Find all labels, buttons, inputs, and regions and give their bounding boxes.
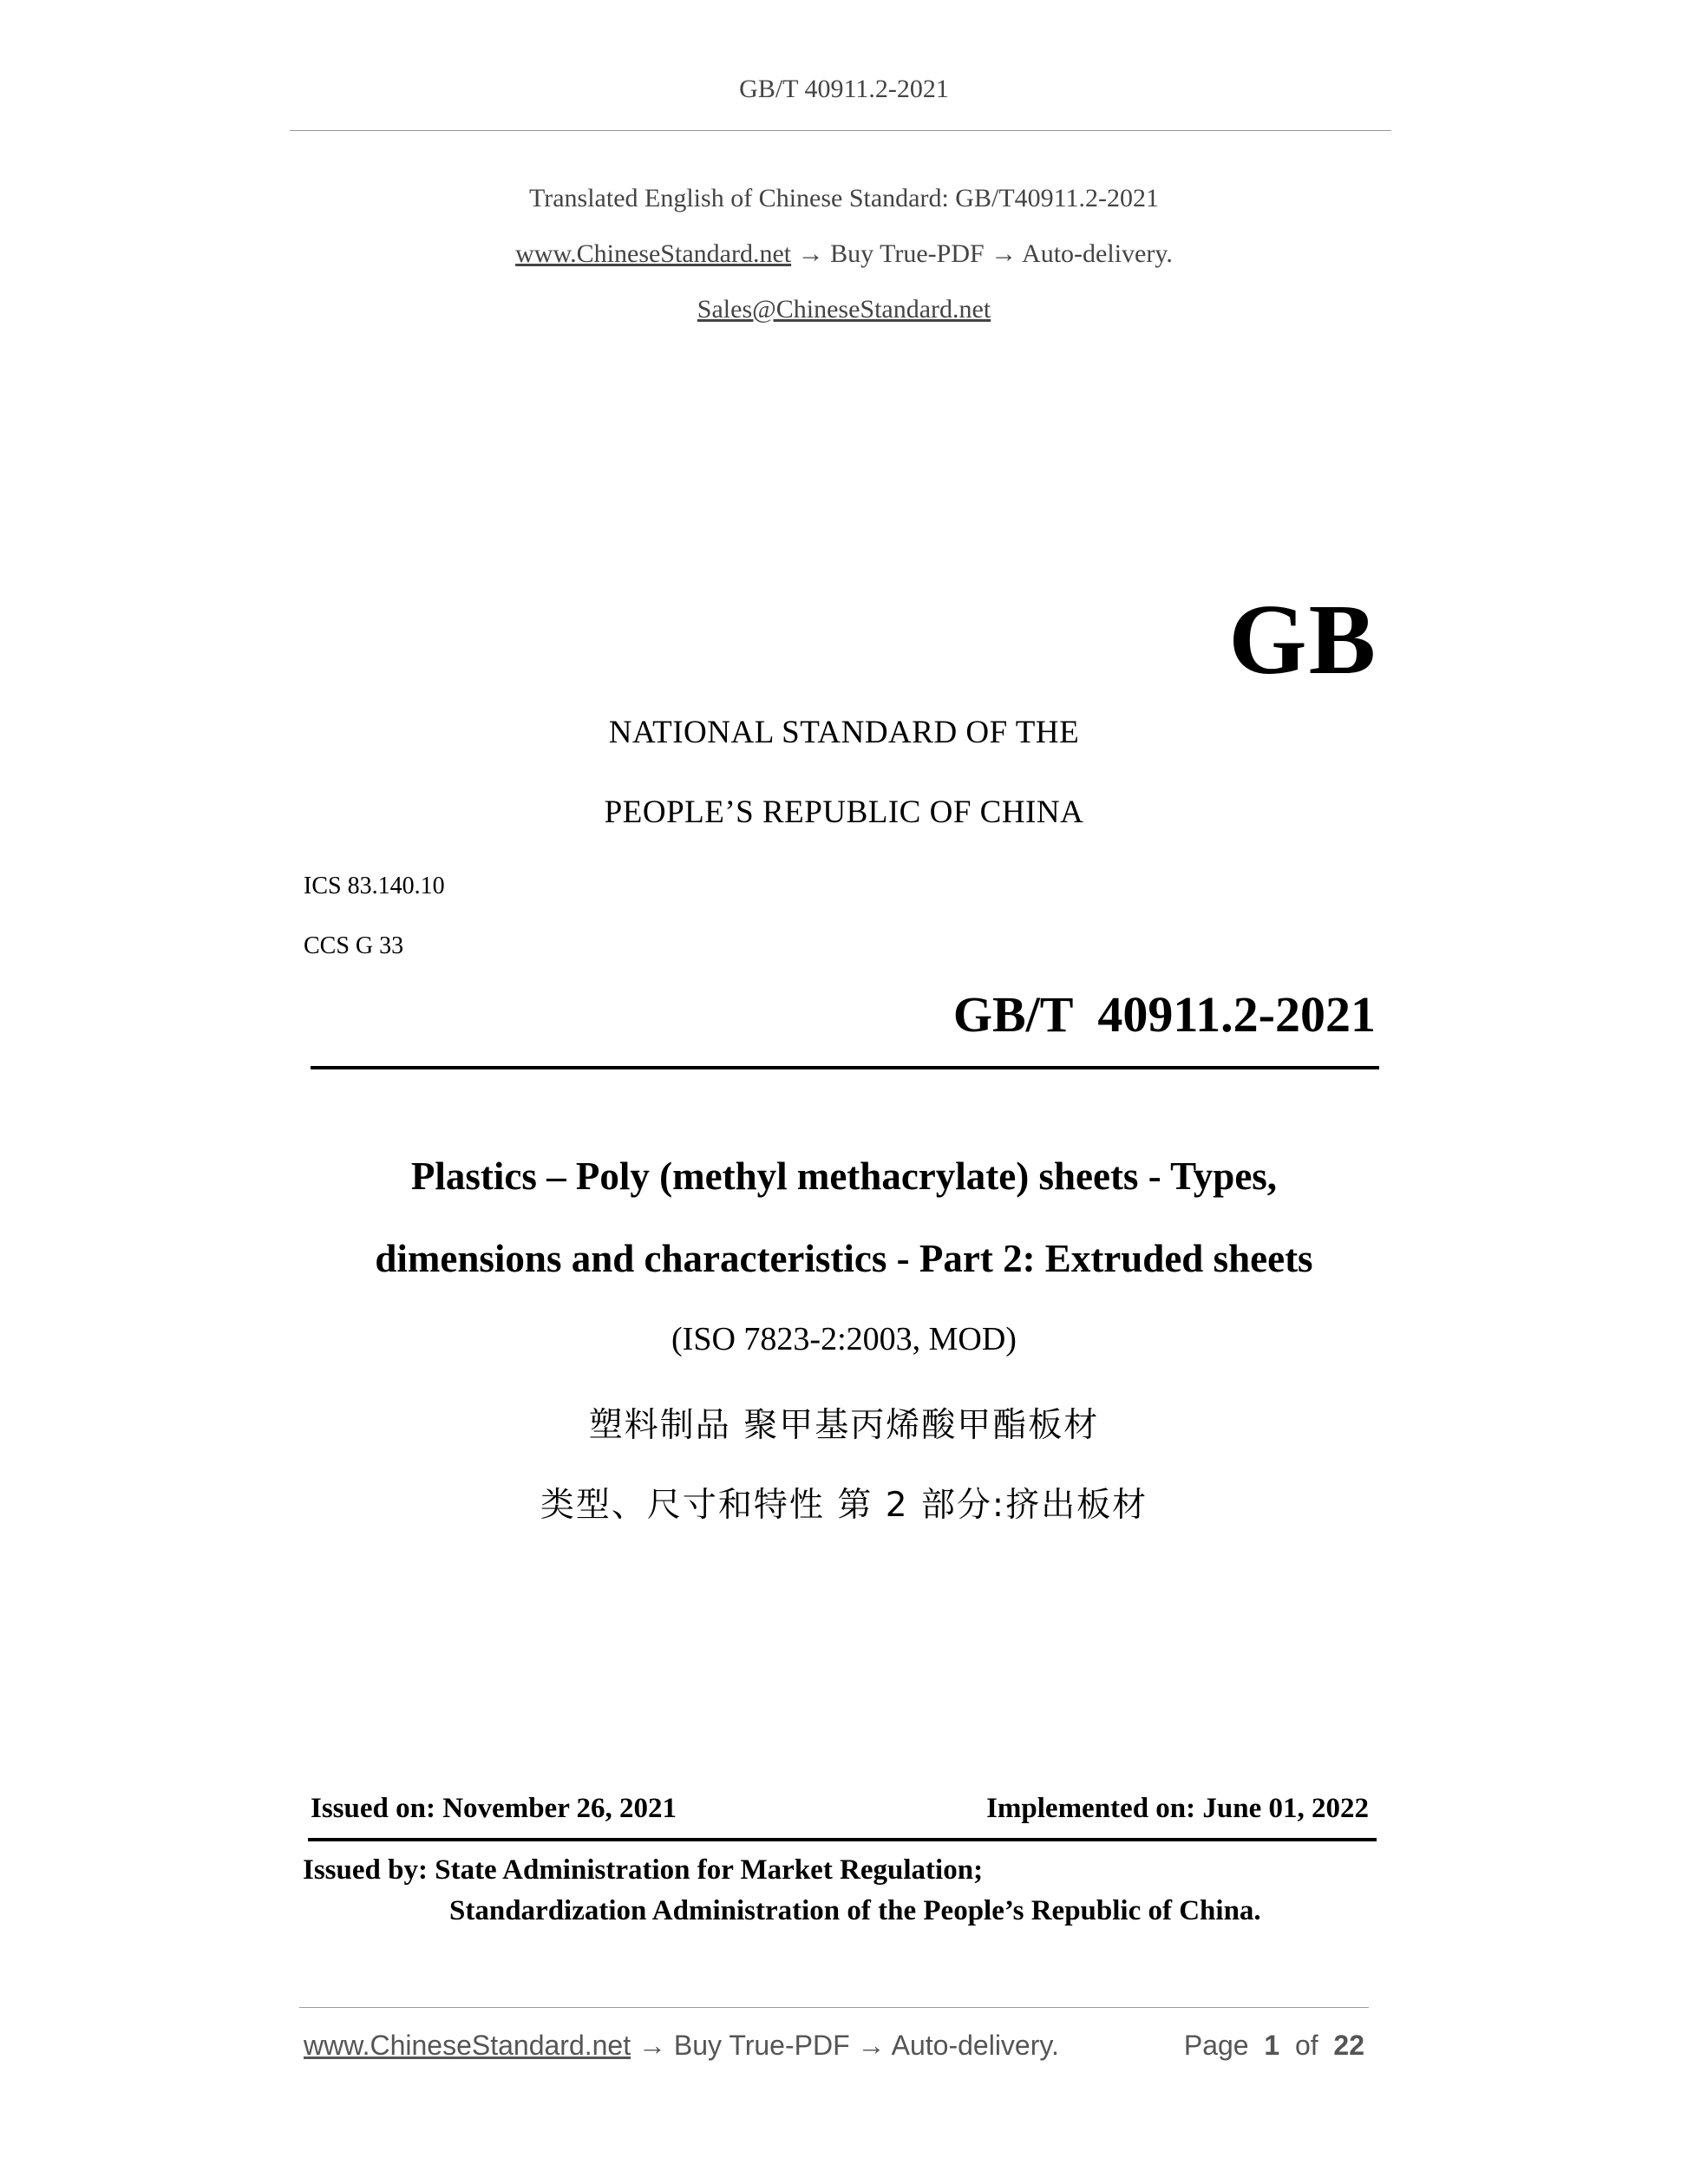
running-header: GB/T 40911.2-2021 (739, 75, 949, 103)
national-standard-line1: NATIONAL STANDARD OF THE (608, 715, 1080, 750)
issue-divider (308, 1838, 1377, 1841)
footer-site-link[interactable]: www.ChineseStandard.net (304, 2030, 631, 2061)
arrow-icon: → (857, 2030, 886, 2061)
of-label: of (1294, 2030, 1318, 2061)
footer-auto-delivery-text: Auto-delivery. (891, 2030, 1059, 2061)
standard-number-rule (311, 1066, 1379, 1069)
page-label: Page (1183, 2030, 1249, 2061)
title-line2: dimensions and characteristics - Part 2: Extruded sheets (375, 1237, 1313, 1280)
footer-buy-text: Buy True-PDF (673, 2030, 850, 2061)
email-link[interactable]: Sales@ChineseStandard.net (697, 295, 991, 324)
footer-divider (299, 2007, 1369, 2008)
page-indicator (1184, 2030, 1364, 2062)
arrow-icon: → (991, 239, 1017, 268)
purchase-line (0, 239, 1688, 269)
issued-on: Issued on: November 26, 2021 (311, 1793, 677, 1824)
email-line (0, 295, 1688, 324)
page-number: 1 (1264, 2030, 1280, 2061)
national-standard-line2: PEOPLE’S REPUBLIC OF CHINA (604, 794, 1084, 830)
ccs-code: CCS G 33 (304, 932, 404, 959)
page-total: 22 (1333, 2030, 1364, 2061)
title-line1: Plastics – Poly (methyl methacrylate) sheets - Types, (410, 1154, 1278, 1198)
buy-text: Buy True-PDF (830, 239, 985, 268)
iso-reference: (ISO 7823-2:2003, MOD) (671, 1321, 1017, 1357)
arrow-icon: → (797, 239, 824, 268)
translation-notice: Translated English of Chinese Standard: GB/T40911.2-2021 (528, 184, 1160, 213)
implemented-on: Implemented on: June 01, 2022 (986, 1793, 1369, 1824)
standard-number: GB/T 40911.2-2021 (952, 986, 1376, 1043)
gb-mark: GB (1228, 585, 1377, 696)
footer-purchase-line (304, 2030, 1059, 2062)
arrow-icon: → (638, 2030, 666, 2061)
chinese-title-line1: 塑料制品 聚甲基丙烯酸甲酯板材 (588, 1406, 1100, 1445)
ics-code: ICS 83.140.10 (304, 873, 445, 899)
header-divider (290, 130, 1391, 131)
chinese-title-line2: 类型、尺寸和特性 第 2 部分:挤出板材 (540, 1486, 1148, 1525)
issued-by-line1: Issued by: State Administration for Market Regulation; (303, 1854, 984, 1886)
auto-delivery-text: Auto-delivery. (1022, 239, 1173, 268)
site-link[interactable]: www.ChineseStandard.net (515, 239, 792, 268)
issued-by-line2: Standardization Administration of the People’s Republic of China. (449, 1895, 1261, 1926)
